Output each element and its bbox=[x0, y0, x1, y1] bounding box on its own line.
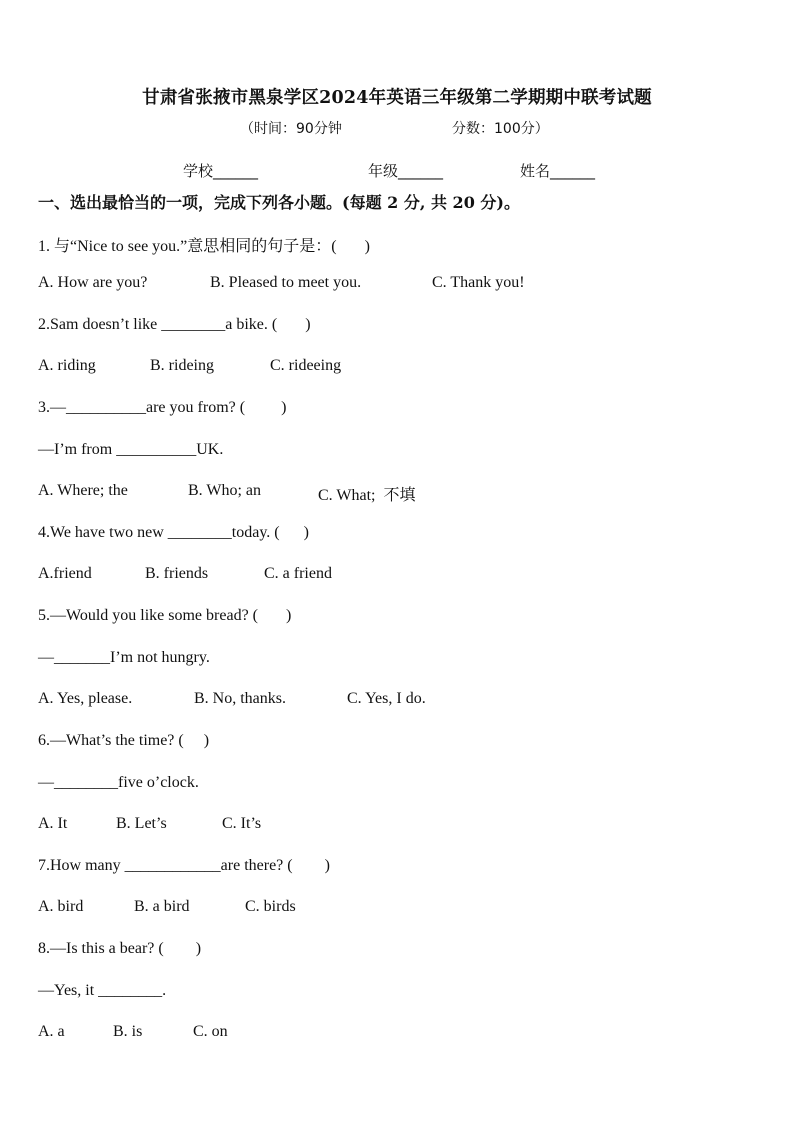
option-a: A. a bbox=[38, 1023, 65, 1040]
grade-field: 年级______ bbox=[368, 162, 444, 180]
question-stem: 8.—Is this a bear? ( ) bbox=[38, 940, 202, 957]
exam-time: （时间：90分钟 bbox=[240, 121, 342, 137]
question-stem: 6.—What’s the time? ( ) bbox=[38, 732, 210, 749]
question-stem: 1. 与“Nice to see you.”意思相同的句子是：( ) bbox=[38, 238, 370, 255]
option-b: B. Let’s bbox=[116, 815, 167, 832]
option-c: C. on bbox=[193, 1023, 228, 1040]
question-stem: 4.We have two new ________today. ( ) bbox=[38, 524, 309, 541]
option-a: A.friend bbox=[38, 565, 92, 582]
exam-score: 分数：100分） bbox=[452, 121, 549, 137]
option-b: B. rideing bbox=[150, 357, 214, 374]
option-a: A. How are you? bbox=[38, 274, 148, 291]
option-c: C. a friend bbox=[264, 565, 332, 582]
option-b: B. Who; an bbox=[188, 482, 262, 499]
question-stem-reply: —________five o’clock. bbox=[38, 774, 199, 791]
question-stem: 2.Sam doesn’t like ________a bike. ( ) bbox=[38, 316, 311, 333]
school-field: 学校______ bbox=[183, 162, 259, 180]
question-stem: 7.How many ____________are there? ( ) bbox=[38, 857, 330, 874]
option-b: B. friends bbox=[145, 565, 209, 582]
option-b: B. a bird bbox=[134, 898, 190, 915]
exam-title: 甘肃省张掖市黑泉学区2024年英语三年级第二学期期中联考试题 bbox=[142, 88, 652, 108]
option-c: C. birds bbox=[245, 898, 296, 915]
option-b: B. Pleased to meet you. bbox=[210, 274, 362, 291]
option-c: C. What; 不填 bbox=[318, 487, 416, 504]
question-stem: 5.—Would you like some bread? ( ) bbox=[38, 607, 292, 624]
option-a: A. Where; the bbox=[38, 482, 128, 499]
option-b: B. No, thanks. bbox=[194, 690, 286, 707]
question-stem-reply: —_______I’m not hungry. bbox=[38, 649, 210, 666]
section-heading: 一、选出最恰当的一项，完成下列各小题。(每题 2 分, 共 20 分)。 bbox=[38, 193, 520, 212]
question-stem: 3.—__________are you from? ( ) bbox=[38, 399, 287, 416]
option-a: A. riding bbox=[38, 357, 96, 374]
option-c: C. Yes, I do. bbox=[347, 690, 426, 707]
option-c: C. rideeing bbox=[270, 357, 342, 374]
question-stem-reply: —I’m from __________UK. bbox=[38, 441, 224, 458]
option-a: A. It bbox=[38, 815, 68, 832]
name-field: 姓名______ bbox=[520, 162, 596, 180]
option-a: A. bird bbox=[38, 898, 84, 915]
option-c: C. Thank you! bbox=[432, 274, 525, 291]
option-a: A. Yes, please. bbox=[38, 690, 133, 707]
option-b: B. is bbox=[113, 1023, 143, 1040]
question-stem-reply: —Yes, it ________. bbox=[38, 982, 167, 999]
option-c: C. It’s bbox=[222, 815, 262, 832]
